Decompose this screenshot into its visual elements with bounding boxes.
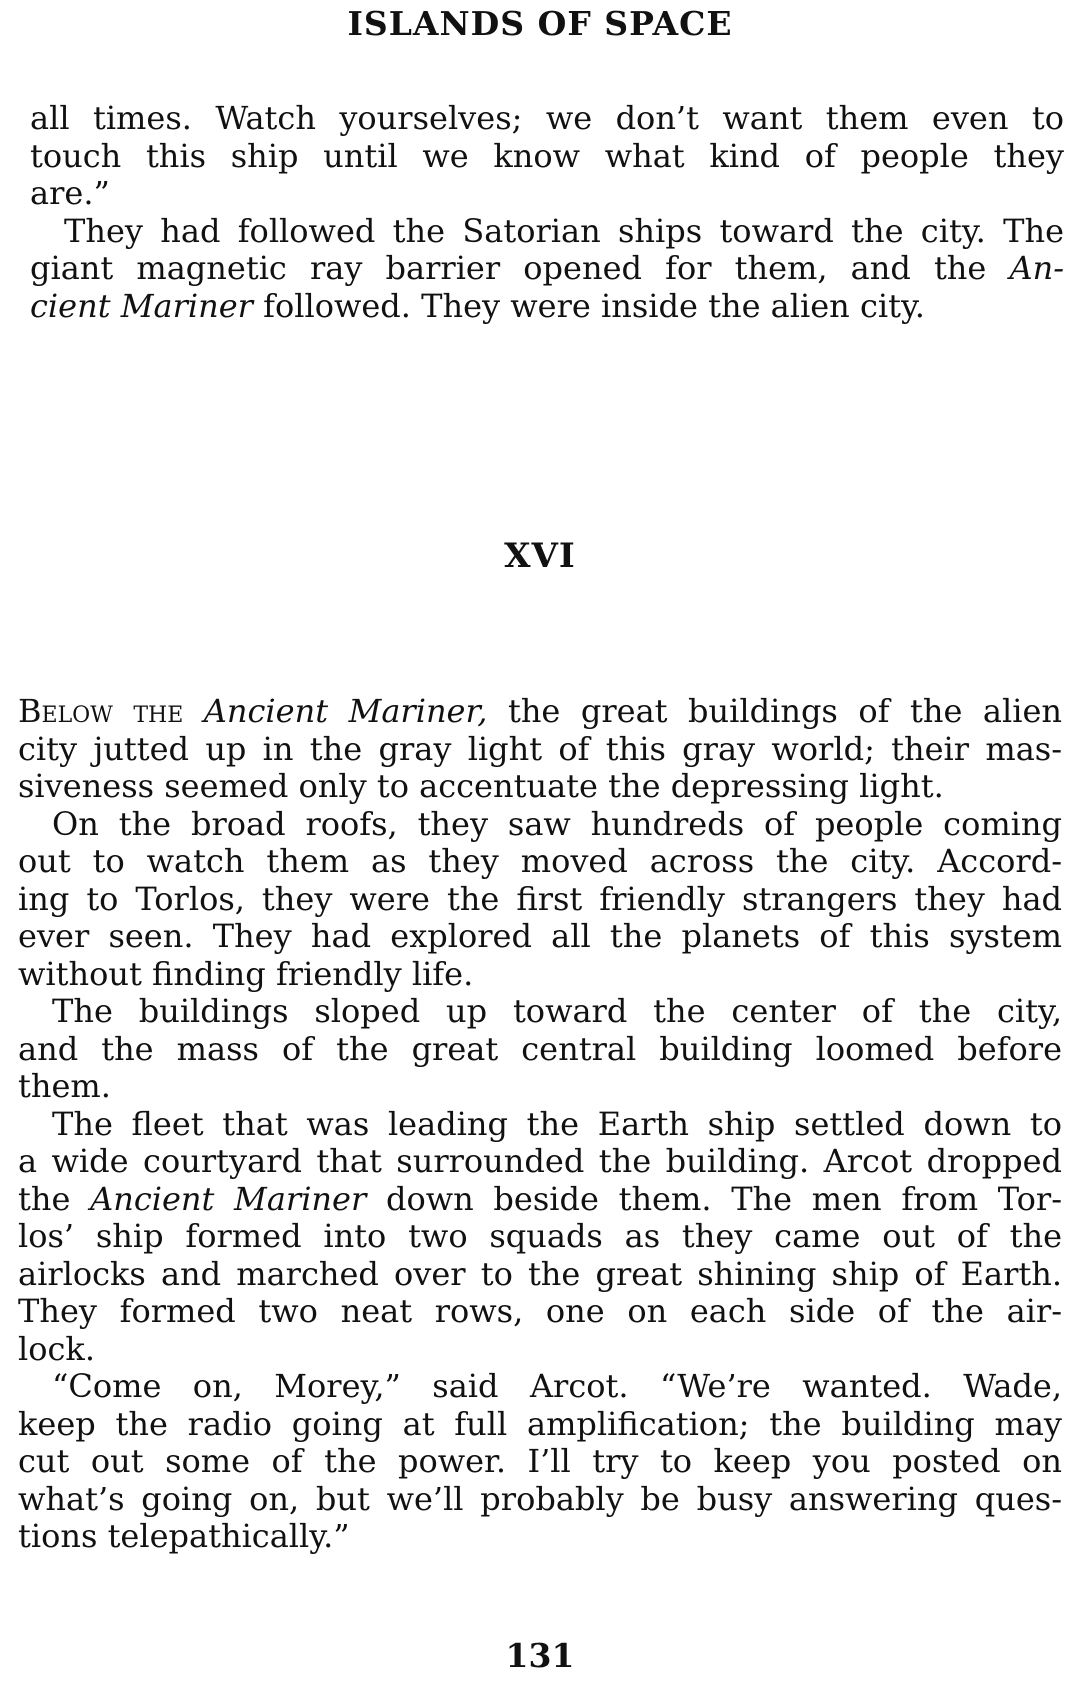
italic-ship-name: Ancient Mariner [90, 1179, 367, 1218]
running-head: ISLANDS OF SPACE [347, 4, 733, 43]
italic-ship-name: Ancient Mariner, [203, 692, 488, 730]
text-line [18, 1181, 1062, 1219]
top-text-block [30, 100, 1064, 325]
text-line [18, 693, 1062, 731]
text-fragment: giant magnetic ray barrier opened for them, and the [30, 249, 1010, 287]
text-line: a wide courtyard that surrounded the building. Arcot dropped [18, 1142, 1062, 1180]
text-line: city jutted up in the gray light of this gray world; their mas- [18, 729, 1062, 768]
page-number: 131 [505, 1636, 575, 1675]
italic-ship-name: An- [1009, 249, 1064, 287]
text-line: los’ ship formed into two squads as they came out of the [18, 1217, 1062, 1255]
text-fragment: down beside them. The men from Tor- [366, 1179, 1063, 1218]
text-line: what’s going on, but we’ll probably be busy answering ques- [18, 1479, 1062, 1518]
text-fragment: the great buildings of the alien [487, 692, 1062, 730]
text-line: siveness seemed only to accentuate the depressing light. [18, 767, 944, 805]
text-line: without finding friendly life. [18, 954, 474, 993]
text-line: cut out some of the power. I’ll try to keep you posted on [18, 1442, 1062, 1480]
text-line: them. [18, 1067, 111, 1105]
text-fragment: the [18, 1179, 91, 1218]
text-line: ever seen. They had explored all the planets of this system [18, 917, 1062, 955]
text-line [30, 250, 1064, 288]
text-line: airlocks and marched over to the great shining ship of Earth. [18, 1254, 1062, 1293]
text-line: They had followed the Satorian ships toward the city. The [64, 211, 1064, 250]
text-line: out to watch them as they moved across the city. Accord- [18, 842, 1062, 880]
text-line: are.” [30, 174, 110, 212]
text-line: ing to Torlos, they were the first friendly strangers they had [18, 879, 1062, 918]
text-line: keep the radio going at full amplification; the building may [18, 1404, 1062, 1443]
chapter-body [18, 693, 1062, 1556]
text-line: The buildings sloped up toward the center of the city, [52, 992, 1062, 1030]
text-line: tions telepathically.” [18, 1517, 350, 1555]
text-line: “Come on, Morey,” said Arcot. “We’re wanted. Wade, [52, 1367, 1062, 1405]
text-line: lock. [18, 1329, 95, 1368]
text-line: On the broad roofs, they saw hundreds of people coming [52, 804, 1062, 843]
text-line: The fleet that was leading the Earth ship settled down to [52, 1104, 1062, 1143]
text-line: They formed two neat rows, one on each side of the air- [18, 1292, 1062, 1330]
text-line: touch this ship until we know what kind of people they [30, 136, 1064, 175]
text-fragment: followed. They were inside the alien city. [252, 286, 925, 325]
text-line [30, 288, 1064, 326]
opening-small-caps: Below the [18, 692, 184, 730]
chapter-heading: XVI [504, 536, 576, 576]
text-line: all times. Watch yourselves; we don’t want them even to [30, 99, 1064, 137]
text-line: and the mass of the great central building loomed before [18, 1029, 1062, 1068]
italic-ship-name: cient Mariner [30, 286, 253, 325]
